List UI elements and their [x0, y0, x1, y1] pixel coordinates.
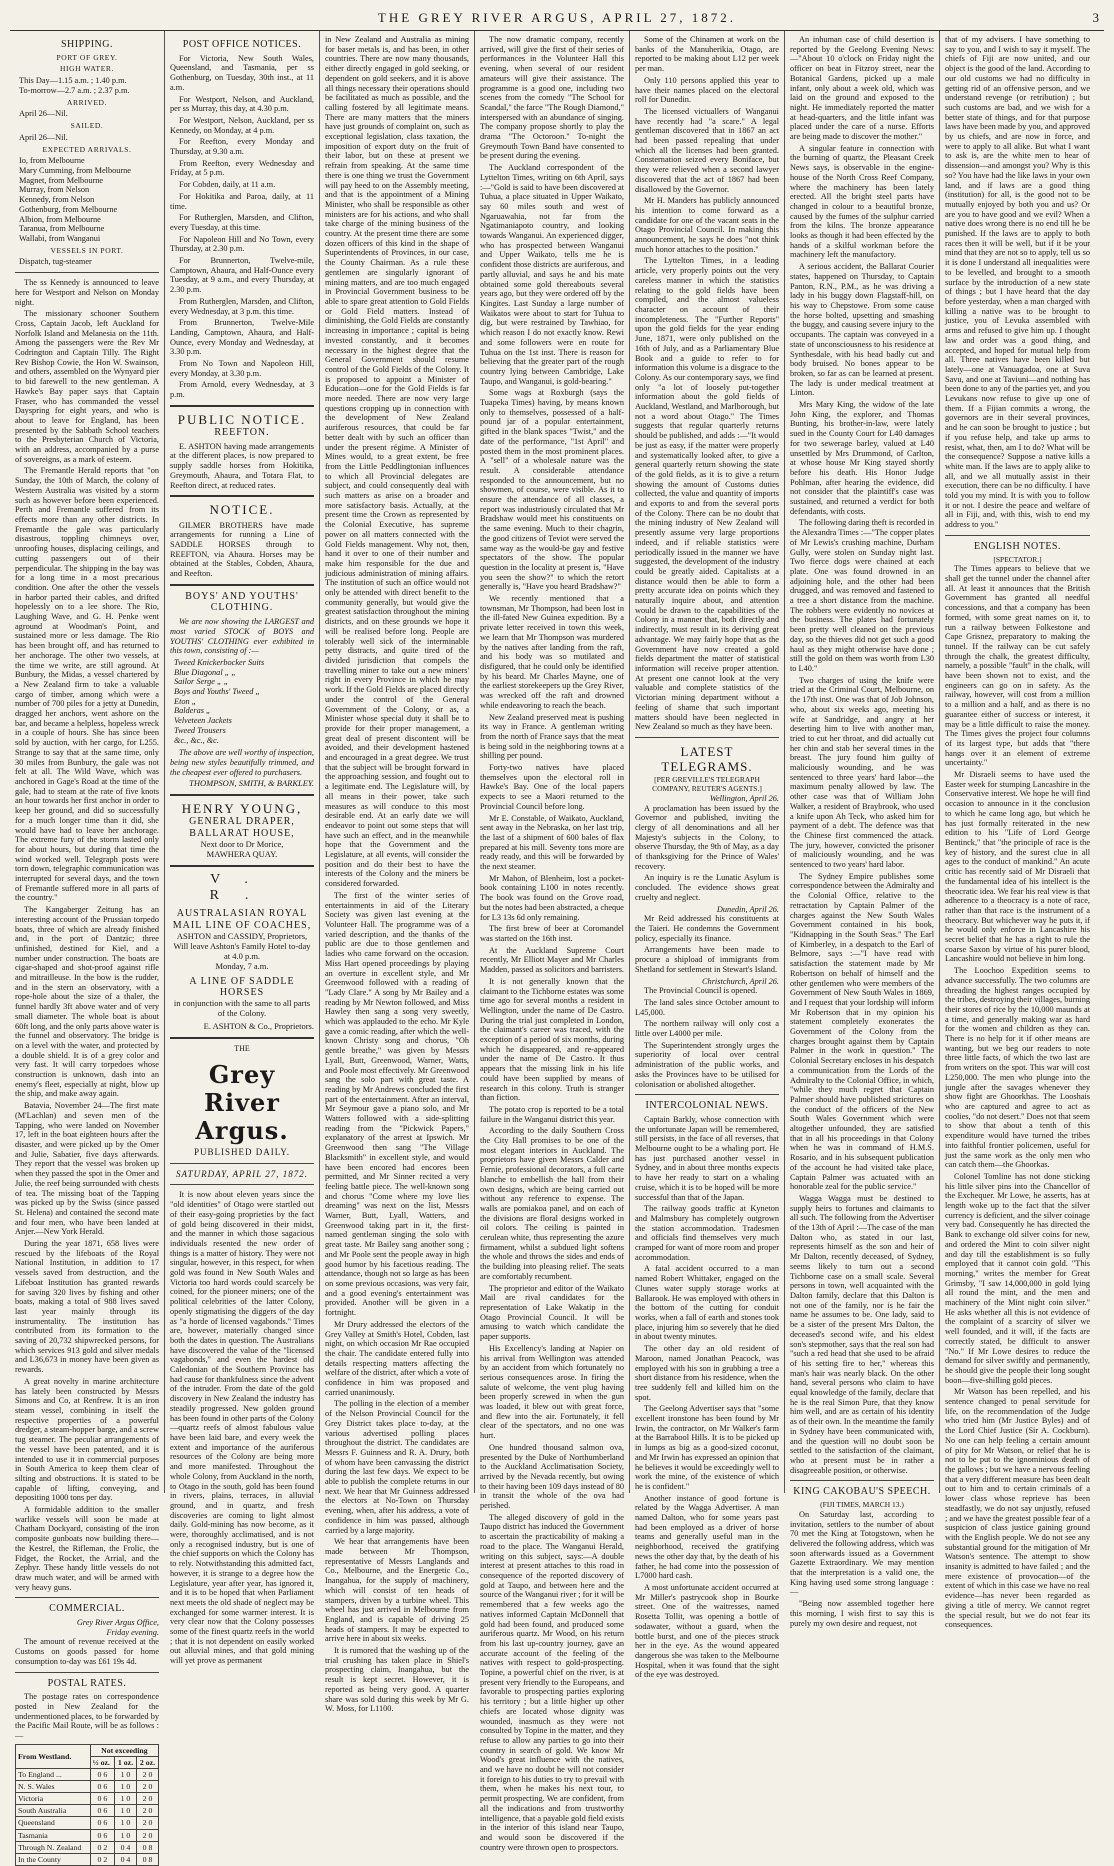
news-paragraph: The first of the winter series of entertainments in aid of the Literary Society was given last evening at the Volunteer Hall. The programme was of a varied description, and the thanks of the public are due to those gentlemen and ladies who came forward on the occasion. Miss Hart opened proceedings by playing an overture in excellent style, and Mr Greenwood followed with a reading of "Lady Clare." A song by Mr Bailey and a reading by Mr Newton followed, and Miss Hawley then sang a song very sweetly, which was applauded to the echo. Mr Kyle gave a comic reading, after which the well-known Christy song and chorus, "Oh gentle breathe," was given by Messrs Lyall, Butt, Greenwood, Warner, Watts, and Poole most effectively. Mr Greenwood sang the solo part with great taste. A reading by Mr Andrews concluded the first part of the entertainment. After an interval, Mr Seymour gave a piano solo, and Mr Watters followed with a side-splitting reading from the "Pickwick Papers," explanatory of the arrest at Ipswich. Mr Greenwood then sang "The Village Blacksmith" in excellent style, and would have been encored had encores been permitted, and Mr Sinner recited a very feeling battle piece. The well-known song and chorus "Come where my love lies dreaming" was next on the list, Messrs Warner, Butt, Lyall, Watters, and Greenwood taking part in it, the first-named gentleman singing the solo with great taste. Mr Bailey sang another song ; and Mr Poole sent the people away in high good humor by his facetious reading. The attendance, though not so large as has been on some previous occasions, was very fair, and a good evening's entertainment was provided. Another will be given in a fortnight. — [325, 890, 469, 1318]
clothing-item: Blue Diagonal „ „ — [174, 667, 236, 677]
clothing-footer: The above are well worthy of inspection, being new styles beautifully trimmed, and the cheapest ever offered to purchasers. — [170, 748, 314, 777]
clothing-item: Tweed Trousers — [174, 725, 226, 735]
postal-table-body — [16, 1768, 159, 1865]
commercial-office: Grey River Argus Office, — [76, 1618, 159, 1628]
divider — [635, 1094, 779, 1095]
news-paragraph: Some of the Chinamen at work on the banks of the Manuherikia, Otago, are reported to be making about L12 per week per man. — [635, 35, 779, 74]
telegrams-heading: LATEST TELEGRAMS. — [661, 743, 753, 775]
news-paragraph: A most unfortunate accident occurred at Mr Miller's pastrycook shop in Bourke street. One of the waitresses, named Rosetta Tollit, was opening a bottle of sodawater, without a guard, when the bottle burst, and one of the pieces struck her in the eye. As the wound appeared dangerous she was taken to the Melbourne Hospital, when it was found that the sight of the eye was destroyed. — [635, 1582, 779, 1680]
table-cell: 0 6 — [90, 1817, 114, 1829]
clothing-item: Boys and Youths' Tweed „ — [174, 687, 261, 697]
telegram-item: The northern railway will only cost a little over L4000 per mile. — [635, 1019, 779, 1039]
table-cell: Through N. Zealand — [16, 1841, 91, 1853]
sailed-heading: SAILED. — [70, 121, 104, 131]
high-water-list — [15, 76, 159, 95]
shipping-paragraph: During the year 1871, 658 lives were rescued by the lifeboats of the Royal National Institution, in addition to 17 vessels saved from destruction, and the Lifeboat Institution has granted rewards for saving 320 lives by fishing and other boats, making a total of 988 lives saved last year mainly through its instrumentality. The institution has contributed from its formation to the saving of 20,732 shipwrecked persons, for which services 913 gold and silver medals and L36,673 in money have been given as rewards. — [15, 1239, 159, 1375]
news-paragraph: A fatal accident occurred to a man named Robert Whittaker, engaged on the Clunes water supply storage works at Ballarook. He was employed with others in the bottom of the cutting for conduit works, when a fall of earth and stones took place, injuring him so severely that he died in about twenty minutes. — [635, 1264, 780, 1342]
column-5 — [630, 31, 785, 1680]
post-office-item: For Westport, Nelson, Auckland, per ss Kennedy, on Monday, at 4 p.m. — [170, 115, 314, 135]
table-cell: 1 0 — [114, 1781, 136, 1793]
expected-heading: EXPECTED ARRIVALS. — [42, 144, 132, 154]
telegrams-credit: [PER GREVILLE'S TELEGRAPH COMPANY, REUTER'S AGENTS.] — [652, 775, 762, 794]
table-cell: N. S. Wales — [16, 1781, 91, 1793]
clothing-item: Tweed Knickerbocker Suits — [174, 657, 265, 667]
clothing-item: Velveteen Jackets — [174, 716, 232, 726]
newspaper-title: Grey River Argus. — [195, 1060, 289, 1146]
news-paragraph: An inhuman case of child desertion is reported by the Geelong Evening News:—"About 10 o'clock on Friday night the officer on beat in Fitzroy street, near the Botanical Gardens, picked up a male infant, only about a week old, which was laid on the ground and exposed to the night. He immediately reported the matter at head-quarters, and the little infant was placed under the care of a nurse. Efforts are being made to discover the mother." — [790, 35, 934, 142]
expected-item: Mary Cumming, from Melbourne — [19, 166, 131, 176]
coach-ad — [170, 908, 314, 1018]
news-paragraph: Mr Drury addressed the electors of the Grey Valley at Smith's Hotel, Cobden, last night, on which occasion Mr Rae occupied the chair. The candidate entered fully into details respecting matters affecting the welfare of the district, after which a vote of confidence in him was proposed and carried unanimously. — [325, 1319, 469, 1397]
table-cell: 0 6 — [90, 1805, 114, 1817]
divider — [170, 405, 314, 407]
post-office-item: For Reefton, every Monday and Thursday, at 9.30 a.m. — [170, 137, 314, 157]
table-cell: Victoria — [16, 1793, 91, 1805]
column-2 — [165, 31, 320, 1666]
table-row — [16, 1768, 159, 1780]
post-office-item: From No Town and Napoleon Hill, every Monday, at 3.30 p.m. — [170, 359, 314, 378]
divider — [170, 865, 314, 867]
shipping-paragraph: The missionary schooner Southern Cross, Captain Jacob, left Auckland for Norfolk Island and Melanesia on the 11th. Among the passengers were the Rev Mr Codrington and Captain Tilly. The Right Rev Bishop Cowie, the Hon W. Swainson, and others, assembled on the Wynyard pier to bid farewell to the new gentleman. A Hawke's Bay paper says that Captain Fraser, who has commanded the vessel Dayspring for eight years, and who is about to leave for England, has been presented by the Sabbath School teachers to the Presbyterian Church of Victoria, with an address, accompanied by a purse of sovereigns, as a mark of esteem. — [15, 309, 159, 464]
royal-crest — [170, 872, 314, 905]
post-office-item: For Napoleon Hill and No Town, every Thursday, at 2.30 p.m. — [170, 234, 314, 254]
table-cell: 0 6 — [90, 1781, 114, 1793]
shipping-paragraph: The Fremantle Herald reports that "on Sunday, the 10th of March, the colony of Western Australia was visited by a storm such as however before been experienced. Perth and Fremantle suffered from its effects more than any other districts. In Fremantle the gale was particularly disastrous, toppling chimneys over, unroofing houses, displacing ceilings, and cutting passengers out of their perpendicular. The shipping in the bay was for a long time in a most precarious condition. One after the other the vessels in harbor parted their cables, and drifted hopelessly on to a lee shore. The Rio, Laughing Wave, and G. H. Penke went aground at Woodman's Point, and sustained more or less damage. The Rio has been brought off, and has returned to her anchorage. The other two vessels, at the time we write, are still aground. At Bunbury, the Midas, a vessel chartered by a New Zealand firm to take a valuable cargo of timber, among which were a number of 700 piles for a jetty at Dunedin, dragged her anchors, went ashore on the bar, and became a helpless, hopeless wreck in a couple of hours. She has since been sold by auction, with her cargo, for L255. Strange to say that at the same time, only 30 miles from Bunbury, the gale was not felt at all. The Wild Wave, which was anchored in Gage's Road at the time of the gale, had to steam at the rate of five knots an hour towards her first anchor in order to keep her ground, and did so successfully for a much longer time than it did, she would have had to leave her anchorage. The extreme fury of the storm lasted only for about hours, but during that time the wind worked well. Telegraph posts were torn down, telegraphic communication was interrupted for several days, and the town of Fremantle suffered more in all parts of the country." — [15, 466, 159, 903]
table-cell: Tasmania — [16, 1829, 91, 1841]
table-cell: 2 0 — [136, 1768, 158, 1780]
column-7 — [940, 31, 1095, 1630]
table-row — [16, 1805, 159, 1817]
clothing-item: &c., &c., &c. — [174, 735, 219, 745]
news-paragraph: Colonel Tomline has not done sticking his little silver pins into the Chancellor of the Exchequer. Mr Lowe, he asserts, has at length woke up to the fact that the silver currency is deficient, and the silver coinage very bad. Consequently he has directed the Bank to exchange old silver coins for new, and ordered the Mint to coin silver night and day till the establishment is so fully employed that it cannot coin gold. "This morning," writes the member for Great Grimsby, "I saw 14,000,000 in gold lying all round the mint, and the men and machinery of the Mint night coin silver." He asks whether all this is not evidence of the complaint of a scarcity of silver we well founded, and it will, if the facts are correctly stated, be difficult to answer "No." If Mr Lowe desires to reduce the demand for silver swiftly and permanently, he should give the people their long sought boon—five-shilling gold pieces. — [945, 1171, 1090, 1385]
newspaper-subtitle: PUBLISHED DAILY. — [194, 1147, 290, 1158]
news-paragraph: On Saturday last, according to invitation, settlers to the number of about 70 met the King at Totogstown, when he delivered the following address, which was soon afterwards issued as a Government Gazette Extraordinary. We may mention that the interpretation is a valid one, the King having used some strong language :— — [790, 1509, 934, 1597]
expected-item: Taranua, from Melbourne — [19, 224, 105, 234]
post-office-list — [170, 54, 314, 400]
dateline: Dunedin, April 26. — [716, 904, 779, 914]
news-paragraph: The other day an old resident of Maroon, named Jonathan Peacock, was employed with his son in grubbing a tree a short distance from his residence, when the tree suddenly fell and killed him on the spot. — [635, 1344, 779, 1402]
table-cell: 0 4 — [114, 1841, 136, 1853]
news-paragraph: A singular feature in connection with the burning of quartz, the Pleasant Creek News says, is observable in the engine-house of the North Cross Reef Company, where the machinery has been lately erected. All the bright steel parts have changed in colour to a beautiful bronze, caused by the fumes of the sulphur carried from the kilns. The bronze appearance looks as though it had been effected by the hands of a skilful workman before the machinery left the manufactory. — [790, 143, 934, 260]
news-paragraph: The potato crop is reported to be a total failure in the Wanganui district this year. — [480, 1104, 624, 1124]
post-office-item: For Hokitika and Paroa, daily, at 11 time. — [170, 191, 314, 211]
table-header: Not exceeding — [90, 1744, 158, 1756]
telegram-item: A proclamation has been issued by the Governor and published, inviting the clergy of all denominations and all her Majesty's subjects in the Colony, to observe Thursday, the 9th of May, as a day of thanksgiving for the Prince of Wales' recovery. — [635, 803, 779, 871]
coach-day: Monday, 7 a.m. — [215, 960, 269, 971]
news-paragraph: Some wags at Roxburgh (says the Tuapeka Times) having, by means known only to themselves, possessed of a half-pound jar of a popular entertainment, gifted in the blank spaces "Twist," and the date of the performance, "1st April" and posted them in the most prominent places. A "sell" of a wholesale nature was the result. A considerable attendance responded to the announcement, but no showmen, of course, were visible. As it to ensure the attendance of all classes, a report was industriously circulated that Mr Bradshaw would meet his constituents on the same evening. Much to their chagrin, the good citizens of Teviot were served the same way as the would-be gay and festive spectators of the show. The popular question in the locality at present is, "Have you seen the show?" to which the retort generally is, "Have you heard Bradshaw?" — [480, 388, 624, 592]
telegram-item: Mr Reid addressed his constituents at the Taieri. He condemns the Government policy, especially its finance. — [635, 914, 779, 943]
commercial-text: The amount of revenue received at the Customs on goods passed for home consumption to-day was £61 19s 4d. — [15, 1637, 159, 1666]
table-cell: 2 0 — [136, 1817, 158, 1829]
paper-the: THE — [234, 1043, 250, 1053]
divider — [945, 535, 1090, 536]
news-paragraph: The now dramatic company, recently arrived, will give the first of their series of performances in the Volunteer Hall this evening, when several of our resident amateurs will give their assistance. The programme is a good one, including two scenes from the comedy "The School for Scandal," the farce "The Rough Diamond," interspersed with an abundance of singing. The company propose shortly to play the drama "The Octoroon." To-night the Greymouth Town Band have consented to be present during the evening. — [480, 35, 624, 161]
news-paragraph: The Loochoo Expedition seems to advance successfully. The two columns are threading the highest ranges occupied by the tribes, destroying their villages, burning their stores of rice by the 10,000 maunds at a time, and generally making war as hard for the women and children as they can. There is no help for it if other means are wanting, but we beg our readers to note three little facts, of which the two last are from writers on the spot. This war will cost L250,000. The men who plunge into the jungle after the savages whenever they show fight are Ghoorkhas. The Looshais who are captured and agree to act as coolies, "do not desert." Does not that seem to show that about a tenth of this expenditure would have turned the tribes into faithful frontier policemen, useful for just the same work as the only men who can catch them—the Ghoorkas. — [945, 966, 1090, 1170]
coach-heading: AUSTRALASIAN ROYAL MAIL LINE OF COACHES, — [172, 908, 312, 932]
coach-text: Will leave Ashton's Family Hotel to-day at 4.0 p.m. — [173, 940, 311, 961]
news-paragraph: Only 110 persons applied this year to have their names placed on the electoral roll for Dunedin. — [635, 75, 779, 105]
divider — [15, 272, 159, 273]
commercial-date: Friday evening. — [106, 1627, 159, 1637]
public-notice-ad — [170, 412, 314, 439]
news-paragraph: The Auckland correspondent of the Lyttelton Times, writing on 6th April, says :—"Gold is said to have been discovered at Tuhua, a place situated in Upper Waikato, say 60 miles south and west of Ngaruawahia, not far from the Ngatimaniapoto country, and looking towards Wanganui. An experienced digger, who has prospected between Wanganui and Upper Waikato, tells me he is confident those districts are auriferous, and partly alluvial, and says he and his mate obtained some gold thereabouts several years ago, but they were ordered off by the Kingites. Last Sunday a large number of Waikatos were about to start for Tuhua to dig, but were restrained by Tawhiao, for which reason I do not exactly know. Rewi and some followers were en route for Tuhua on the 1st inst. There is reason for believing that the greater part of the rough country lying between Cambridge, Lake Taupo, and Wanganui, is gold-bearing." — [480, 163, 624, 386]
public-notice-place: REEFTON. — [214, 427, 270, 439]
editorial-paragraph: It is now about eleven years since the "old identities" of Otago were startled out of their easy-going proprieties by the fact of gold being discovered in their midst, and the manner in which those sagacious individuals resented the new order of things is a matter of history. They were not singular, however, in this respect, for when gold was found in New South Wales and Victoria too hard words could scarcely be coined, for the pioneer miners; one of the political celebrities of the latter Colony, openly stigmatising the diggers of the day as "a horde of licensed vagabonds." Times are, however, materially changed since both the dates in question. The Australians have discovered the value of the "licensed vagabonds," and even the hardest old Caledonian of the Southern Province has had cause for thankfulness since the advent of the intruder. From the date of the gold discovery in New Zealand the industry has steadily progressed. New golden ground has been found in other parts of the Colony—quartz reefs of almost fabulous value have been laid bare, and every week the extent and importance of the auriferous resources of the Colony are being more and more manifested. Throughout the whole Colony, from Auckland in the north, to Otago in the south, gold has been found in rivers, plains, terraces, in alluvial ground, and in quartz, and fresh discoveries are coming to light almost daily. Gold-mining has now become, as it were, thoroughly acclimatised, and is not only a recognised industry, but is one of the chief supports on which the Colony has to rely. Notwithstanding this admitted fact, however, it is strange to a degree how the Legislature, year after year, has ignored it, and it is to be hoped that when Parliament next meets the old shade of neglect may be exchanged for some warmer interest. It is very clear now that the Colony possesses some of the finest quartz reefs in the world ; that it is not dependent on easily worked out alluvial mines, and that gold mining will yet prove as permanent — [170, 1190, 314, 1666]
expected-item: Kennedy, from Nelson — [19, 195, 95, 205]
table-cell: 0 2 — [90, 1853, 114, 1865]
expected-item: Gothenburg, from Melbourne — [19, 204, 118, 214]
column-4 — [475, 31, 630, 1852]
clothing-item: Sailor Serge „ „ — [174, 677, 229, 687]
public-notice-text: E. ASHTON having made arrangements at the different places, is now prepared to supply saddle horses from Hokitika, Greymouth, Ahaura, and Totara Flat, to Reefton direct, at reduced rates. — [170, 441, 314, 490]
news-paragraph: At the Auckland Supreme Court recently, Mr Elliott Mayer and Mr Charles Madden, passed as solicitors and barristers. — [480, 945, 625, 975]
news-paragraph: New Zealand preserved meat is pushing its way in France. A gentleman writing from the north of France says that the meat is being sold in the neighboring towns at a shilling per pound. — [480, 712, 624, 761]
shipping-paragraph: Batavia, November 24—The first mate (M'Lachlan) and seven men of the Tapping, who were landed on November 17, left in the boat eighteen hours after the disaster, and were picked up by the Omer and Julie, Sabatier, five days afterwards. They report that the vessel was broken up when they passed the spot in the Omer and Julie, the reef being surrounded with chests of tea. The missing boat of the Tapping was picked up by the Swiss (since passed St. Helena) and contained the second mate and four men, who have been landed at Anjer.—New York Herald. — [15, 1101, 160, 1237]
clothing-signature: THOMPSON, SMITH, & BARKLEY. — [189, 778, 314, 789]
king-speech-heading: KING CAKOBAU'S SPEECH. — [793, 1486, 931, 1498]
news-paragraph: "Being now assembled together here this morning, I wish first to say this is purely my own desire and request, not — [790, 1599, 934, 1628]
table-cell: 0 2 — [90, 1841, 114, 1853]
table-cell: 0 8 — [136, 1853, 158, 1865]
english-notes-heading: ENGLISH NOTES. — [974, 540, 1061, 552]
saddle-heading: A LINE OF SADDLE HORSES — [189, 975, 295, 999]
table-row — [16, 1829, 159, 1841]
table-cell: 2 0 — [136, 1793, 158, 1805]
arrived-heading: ARRIVED. — [66, 97, 107, 107]
news-paragraph: Forty-two natives have placed themselves upon the electoral roll in Hawke's Bay. One of the local papers expects to see a Maori returned to the Provincial Council before long. — [480, 763, 624, 811]
clothing-item: Balderas „ — [174, 706, 211, 716]
king-speech-credit: (FIJI TIMES, MARCH 13.) — [820, 1500, 904, 1510]
expected-item: Magnet, from Melbourne — [19, 175, 104, 185]
in-port-heading: VESSELS IN PORT. — [50, 245, 124, 255]
divider — [170, 1163, 314, 1164]
columns — [10, 31, 1104, 1864]
table-cell: 2 0 — [136, 1805, 158, 1817]
postal-text: The postage rates on correspondence posted in New Zealand for the undermentioned places, to be forwarded by the Pacific Mail Route, will be as follows :— — [15, 1692, 159, 1741]
notice-text: GILMER BROTHERS have made arrangements for running a Line of SADDLE HORSES through to REEFTON, via Ahaura. Horses may be obtained at the Stables, Cobden, Ahaura, and Reefton. — [170, 520, 314, 579]
news-paragraph: We recently mentioned that a townsman, Mr Thompson, had been lost in the ill-fated New Guinea expedition. By a private letter received in town this week, we learn that Mr Thompson was murdered by the natives after landing from the raft, and his body was so mutilated and disfigured, that he could only be identified by his beard. Mr Charles Mayne, one of the earliest storekeepers up the Grey River, was wrecked off the raft and drowned while endeavoring to reach the beach. — [480, 594, 624, 710]
news-paragraph: that of my advisers. I have something to say to you, and I wish to say it myself. The chiefs of Fiji are now united, and our object is the good of the land. According to our old customs we had no difficulty in getting rid of an offensive person, and we understand revenge (or retribution) ; but such customs are bad, and we wish for a better state of things, and for that purpose laws have been made by you, and approved by us chiefs, and are now in force, and were to apply to all alike. But what I want to ask is, are the white men to hear of dissension—and amongst you? Why is this so? You have had the like laws in your own land, and if laws are a good thing (institution) for all, is the good not to be mutually enjoyed by both you and us? Or are you to have good and we evil? When a native does wrong there is no end till he be punished. If the laws are to apply to both races then it will be well, but if it be your mind that they are not so to apply, tell us so it is done I understand all inequalities were to be levelled, and brought to a smooth surface by the introduction of a new state of things ; but I have heard that the day before yesterday, when a man charged with killing a native was to be brought to justice, you of Levuka assembled with arms and refused to give him up. I thought law and order was a good thing, and accepted, and hoped for mutual help from all. Three natives have been killed but lately—one at Vanuagadoa, one at Suva Savu, and one at Taviuni—and nothing has been done to any of the parties yet, and you Levukans now refuse to give up one of them. If a Fijian commits a wrong, the governors are in their several provinces, and he can soon be brought to justice ; but if you refuse help, and take up arms to resist, what, then, am I to do? What will be the consequence? Suppose a native kills a white man. If the laws are to apply alike to all, and we all mutually assist in their execution, there can be no difficulty. I have told you my mind. It is with you to follow it or not. I desire the peace and welfare of all in Fiji, and, with this, wish to end my address to you." — [945, 35, 1090, 530]
shipping-paragraph: The Kangaberger Zeitung has an interesting account of the Prussian torpedo boats, three of which are already finished and, in the port of Dantzic; three unfinished, destined for Kiel, and a number under construction. The boats are cigar-shaped and shot-proof against rifle and mitrailleuse. In the bow is the rudder, and in the stern an observatory, with a rope-hole about the size of a thaler, the funnel hardly 3ft above water and of very small diameter. The whole boat is about 60ft long, and the only parts above water is the funnel and observatory. The bridge is on a level with the water, and protected by a double shield. It is of a grey color and very fast. It will carry torpedoes whose construction is unknown, dash into an enemy's fleet, especially at night, blow up the ship, and make away again. — [15, 905, 159, 1099]
table-cell: 1 0 — [114, 1829, 136, 1841]
table-cell: To England ... — [16, 1768, 91, 1780]
divider — [170, 1184, 314, 1185]
post-office-item: From Reefton, every Wednesday and Friday, at 5 p.m. — [170, 158, 314, 178]
divider — [15, 1672, 159, 1673]
high-water-heading: HIGH WATER. — [60, 64, 114, 74]
arrived-line: April 26—Nil. — [19, 109, 68, 119]
postal-heading: POSTAL RATES. — [47, 1677, 127, 1689]
clothing-item: Eton „ — [174, 696, 197, 706]
news-paragraph: It is rumored that the washing up of the trial crushing has taken place in Shiel's prospecting claim, Inangahua, but the result is kept secret. However, it is reported as being very good. A quarter share was sold during this week by Mr G. W. Moss, for L1100. — [325, 1646, 469, 1714]
shipping-heading: SHIPPING. — [60, 39, 113, 50]
high-water-line: This Day—1.15 a.m. ; 1.40 p.m. — [19, 76, 127, 86]
table-row — [16, 1817, 159, 1829]
public-notice-heading: PUBLIC NOTICE. — [177, 411, 307, 427]
news-paragraph: The Times appears to believe that we shall get the tunnel under the channel after all. At least it announces that the British Government has granted all needful concessions, and that a company has been formed, with some great names on it, to run a railway between Folkestone and Cape Grisnez, preparatory to making the tunnel. If the railway can be cut safely through the chalk, the greatest difficulty, namely, a possible "fault" in the chalk, will have been shown not to exist, and the engineers can go on in safety. As the railway, however, will cost from a million to a million and a half, and as there is no guarantee either of success or interest, it may be a little difficult to raise the money. The Times gives the project four columns of its largest type, but adds that "there hangs over it an element of extreme uncertainty." — [945, 564, 1090, 768]
news-paragraph: It is not generally known that the claimant to the Tichborne estates was some time ago for several months a resident in Wellington, under the name of De Castro. During the trial just completed in London, the claimant's career was traced, with the exception of a period of six months, during which he disappeared, and re-appeared under the name of De Castro. It thus appears that the missing link in his life could have been supplied by means of research in this colony. Truth is stranger than fiction. — [480, 976, 624, 1103]
news-paragraph: The first brew of beer at Coromandel was started on the 16th inst. — [480, 924, 624, 943]
postal-rates-table — [15, 1744, 159, 1866]
table-cell: 1 0 — [114, 1817, 136, 1829]
table-cell: 1 0 — [114, 1805, 136, 1817]
news-paragraph: Wagga Wagga must be destined to supply heirs to fortunes and claimants to all such. The following from the Advertiser of the 13th of April :—The case of the man Dalton who, as stated in our last, represents himself as the son and heir of Mr Dalton, recently deceased, of Sydney, seems likely to turn out a second Tichborne case on a small scale. Several persons in town, well acquainted with the Dalton family, declare that this Dalton is not one of the family, nor is he fair the name he assumes to be. One lady, said to be a sister of the present Mrs Dalton, the deceased's second wife, and his eldest son's stepmother, says that the real son had "such a red head that she used to be afraid of his setting fire to her," whereas this man's hair was nearly black. On the other hand, several persons who claim to have equal knowledge of the family, declare that he is the real Simon Pure, that they know him well, and are as certain of his identity as of their own. In the meantime the family in Sydney have been communicated with, and the question will no doubt soon be settled to the satisfaction of the claimant, who at present must be in rather a disagreeable position, or otherwise. — [790, 1193, 934, 1475]
commercial-heading: COMMERCIAL. — [49, 1603, 125, 1615]
table-cell: 0 8 — [136, 1841, 158, 1853]
notice-ad — [170, 502, 314, 517]
table-cell: 1 0 — [114, 1793, 136, 1805]
news-paragraph: His Excellency's landing at Napier on his arrival from Wellington was attended by an accident from which fortunately no serious consequences arose. In firing the salute of welcome, the vent plug having been properly screwed in when the gun was loaded, it blew out with great force, and flew into the air. Fortunately, it fell clear of the spectators, and no one was hurt. — [480, 1343, 624, 1441]
table-cell: 2 0 — [136, 1781, 158, 1793]
table-cell: Queensland — [16, 1817, 91, 1829]
divider — [635, 737, 779, 738]
column-3 — [320, 31, 475, 1714]
post-office-item: From Rutherglen, Marsden, and Clifton, every Wednesday, at 3 p.m. this time. — [170, 296, 314, 316]
table-cell: In the County — [16, 1853, 91, 1865]
clothing-text: We are now showing the LARGEST and most varied STOCK of BOYS and YOUTHS' CLOTHING ever exhibited in this town, consisting of :— — [170, 617, 314, 656]
sailed-line: April 26—Nil. — [19, 132, 68, 142]
news-paragraph: Captain Barkly, whose connection with the unfortunate Japan will be remembered, still persists, in the face of all reverses, that Melbourne ought to be a whaling port. He has just purchased another vessel in Sydney, and in about three months expects to have her ready to start on a whaling cruise, which it is to be hoped will be more successful than that of the Japan. — [635, 1114, 779, 1202]
draper-ad — [170, 801, 314, 859]
news-paragraph: The proprietor and editor of the Waikato Mail are rival candidates for the representation of Lake Wakatip in the Otago Provincial Council. It will be amusing to watch which candidate the paper supports. — [480, 1283, 624, 1342]
arrived-list — [15, 109, 159, 119]
masthead-title: THE GREY RIVER ARGUS, APRIL 27, 1872. — [377, 10, 737, 25]
news-paragraph: Mrs Mary King, the widow of the late John King, the explorer, and Thomas Bunting, his brother-in-law, were lately sued in the County Court for L40 damages for two sewerage barley, valued at L40 unsettled by Mrs Drummond, of Carlton, at whose house Mr King stayed shortly before his death. His Honor Judge Pohlman, after hearing the evidence, did not consider that the plaintiff's case was sustained, and returned a verdict for both defendants, with costs. — [790, 400, 934, 516]
draper-address: Next door to Dr Morice, — [200, 838, 284, 849]
telegram-item: Arrangements have been made to procure a shipload of immigrants from Shetland for settlement in Stewart's Island. — [635, 945, 779, 974]
news-paragraph: The polling in the election of a member of the Nelson Provincial Council for the Grey District takes place to-day, at the various advertised polling places throughout the district. The candidates are Messrs F. Guinness and R. A. Drury, both of whom have been canvassing the district during the last few days. We expect to be able to publish the complete returns in our next. We hear that Mr Guinness addressed the electors at No-Town on Thursday evening, when, after his address, a vote of confidence in him was passed, although carried by a large majority. — [325, 1399, 469, 1535]
post-office-item: From Brunnerton, Twelve-Mile Landing, Camptown, Ahaura, and Half-Ounce, every Monday and Wednesday, at 3.30 p.m. — [170, 318, 314, 357]
table-row — [16, 1841, 159, 1853]
news-paragraph: Two charges of using the knife were tried at the Criminal Court, Melbourne, on the 17th inst. One was that of Job Johnson, who, about six weeks ago, meeting his wife at Sandridge, and angry at her deserting him to live with another man, tried to cut her throat, and did actually cut her chin and stab her several times in the breast. The jury found him guilty of maliciously wounding, and he was sentenced to three years' hard labor—the maximum penalty allowed by law. The other case was that of William John Walker, a resident of Braybrook, who used a knife upon Ah Teck, who asked him for payment of a debt. The defence was that the Chinese first commenced the attack. The jury, however, convicted the prisoner of maliciously wounding, and he was sentenced to two years' hard labor. — [790, 675, 934, 870]
shipping-paragraph: A formidable addition to the smaller warlike vessels will soon be made at Chatham Dockyard, consisting of the iron composite gunboats now building there—the Kestrel, the Rifleman, the Frolic, the Fidget, the Rocket, the Arrial, and the Zephyr. These handy little vessels do not draw much water, and will be armed with very heavy guns. — [15, 1505, 159, 1592]
post-office-item: For Victoria, New South Wales, Queensland, and Tasmania, per ss Gothenburg, on Tuesday, 30th inst., at 11 a.m. — [170, 53, 314, 92]
telegram-item: The Superintendent strongly urges the superiority of local over central administration of the public works, and asks the Provinces have to be utilised for colonisation or abolished altogether. — [635, 1040, 779, 1089]
saddle-signature: E. ASHTON & Co., Proprietors. — [203, 1020, 314, 1031]
dateline: Christchurch, April 26. — [702, 976, 779, 986]
telegram-item: The land sales since October amount to L45,000. — [635, 997, 779, 1017]
newspaper-date: SATURDAY, APRIL 27, 1872. — [175, 1168, 308, 1179]
shipping-paragraph: A great novelty in marine architecture has lately been constructed by Messrs Simons and Co, at Renfrew. It is an iron steam vessel, combining in itself the respective properties of a powerful dredger, a steam-hopper barge, and a screw tug steamer. The peculiar arrangements of the vessel have been patented, and it is intended to use it in commercial purposes in South America to keep them clear of silting and obstructions. It is stated to be capable of lifting, conveying, and depositing 1000 tons per day. — [15, 1376, 159, 1503]
table-cell: 0 6 — [90, 1793, 114, 1805]
clothing-heading: BOYS' AND YOUTHS' CLOTHING. — [185, 590, 299, 614]
table-cell: 0 6 — [90, 1829, 114, 1841]
english-notes-credit: [SPECTATOR.] — [993, 554, 1042, 564]
news-paragraph: The licensed victuallers of Wanganui have recently had "a scare." A legal gentleman discovered that in 1867 an act had been passed repealing that under which all the licenses had been granted. Consternation seized every Boniface, but they were relieved when a second lawyer discovered that the act of 1867 had been disallowed by the Governor. — [635, 106, 779, 194]
news-paragraph: Mr H. Manders has publicly announced his intention to come forward as a candidate for one of the vacant seats in the Otago Provincial Council. In making this announcement, he says he does "not think much honor attaches to the position." — [635, 196, 779, 254]
news-paragraph: The following daring theft is recorded in the Alexandra Times :—"The copper plates of Mr Lewis's crushing machine, Durham Gully, were stolen on Sunday night last. Two fierce dogs were chained at each plate. One was found drowned in an adjoining hole, and the other had been drugged, and was removed and fastened to a tree a short distance from the machine. The robbers were evidently no novices at the business. The plates had fortunately been pretty well cleaned on the previous day, so the thieves did not get such a good haul as they might otherwise have done ; still the gold on them was worth from L30 to L40." — [790, 518, 935, 673]
table-header: ½ oz. — [90, 1756, 114, 1768]
post-office-heading: POST OFFICE NOTICES. — [182, 39, 302, 50]
post-office-item: For Cobden, daily, at 11 a.m. — [179, 180, 276, 190]
column-6 — [785, 31, 940, 1628]
page-masthead — [10, 6, 1104, 31]
expected-list — [15, 156, 159, 243]
divider — [170, 584, 314, 586]
telegram-item: The Provincial Council is opened. — [644, 986, 758, 996]
table-header: 2 oz. — [136, 1756, 158, 1768]
news-paragraph: The Lyttelton Times, in a leading article, very properly points out the very careless manner in which the statistics relating to the gold fields have been compiled, and the almost valueless character on account of their incompleteness. The "Further Reports" upon the gold fields for the year ending June, 1871, were only published on the 16th of July, and as a Parliamentary Blue Book and a guide to refer to for information this volume is a disgrace to the Colony. As our contemporary says, we find only "a lot of loosely put-together information about the gold fields of Auckland, Westland, and Marlborough, but not a word about Otago." The Times suggests that regular quarterly returns should be published, and adds :—"It would be just as easy, if the matter were properly and systematically looked after, to give a general quarterly return showing the state of the gold fields, as it is to give a return showing the amount of Customs duties collected, the value and quantity of imports and exports to and from the several ports of the Colony. There can be no doubt that the mining industry of New Zealand will presently assume very large proportions indeed, and if reliable statistics were periodically issued in the manner we have suggested, the development of the industry could be greatly aided. Capitalists at a distance would then be able to form a pretty accurate idea on points which they naturally inquire about, and attention would be drawn to the capabilities of the Colony in a manner that, both directly and indirectly, must result in its deriving great advantage. We may fairly hope that as the Government have now created a gold fields department the matter of statistical information will receive proper attention. At present one cannot look at the very valuable and complete statistics of the Victorian mining department without a feeling of shame that such important matters should have been neglected in New Zealand so much as they have been. — [635, 256, 780, 732]
expected-item: Murray, from Nelson — [19, 185, 90, 195]
table-row — [16, 1781, 159, 1793]
editorial-paragraph: in New Zealand and Australia as mining for baser metals is, and has been, in other countries. There are now many thousands, either directly engaged in gold seeking, or dependent on gold seekers, and it is above all things necessary their operations should be facilitated as much as possible, and the calling fostered by all legitimate means. There are many matters that the miners have just grounds of complaint on, such as exceptional legislation, class taxation, the imposition of export duty on the fruit of their labor, but on these at present we refrain from speaking. At the same time there is one thing we trust the Government will pay heed to on the Assembly meeting, and that is the appointment of a Mining Minister, who shall be responsible as other ministers are for his actions, and who shall take charge of the mining business of the country. At the present time there are some dozen officers of this kind in the shape of Superintendents of Provinces, in our case, the County Chairman. As a rule these gentlemen are singularly ignorant of mining matters, and are too much engaged in Provincial Government business to be able to spare great attention to Gold Fields or Gold Field matters. Instead of diminishing, the Gold Fields are constantly increasing in importance ; capital is being invested constantly, and it becomes necessary in the highest degree that the General Government should resume control of the Gold Fields of the Colony. It is proposed to appoint a Minister of Education—one for the Gold Fields is far more needed. There are now very large questions cropping up in connection with the development of New Zealand auriferous resources, that could be far better dealt with by such an officer than under the present régime. A Minister of Mines would, to a great extent, be free from the Little Peddlingtonian influences to which all Provincial delegates are subject, and could consequently deal with such matters as arise on a broader and more satisfactory basis. Actually, at the present time the Crown as represented by the Colonial Executive, has supreme power on all matters connected with the Gold Fields management. Why not, then, hand it over to one of their number and make him responsible for the due and judicious administration of mining affairs. The institution of such an office would not only be attended with direct benefit to the community generally, but would give the greatest satisfaction throughout the mining districts, and on these grounds we hope it will be realised before long. People are tolerably well sick of the interminable petty distracts, and quite tired of the divided jurisdiction that compels the travelling miner to take out a new miners' right in every Province in which he may work. If the Gold Fields are placed directly under the control of the General Government of the Colony, or as, a Minister whose special duty it shall be to provide for their proper management, a great deal of present discontent will be avoided, and their development hastened and encouraged in a great degree. We trust that the subject will be brought forward in the approaching session, and fought out to a legitimate end. The Legislature will, by all means in their power, take such measures as will conduce to this most desirable end. At an early date we will endeavor to point out some steps that will have such an effect, and in the meanwhile hope that the Government and the Legislature, at all events, will consider the position and do their best to have the interests of the Colony and the miners be considered forwarded. — [325, 35, 469, 889]
expected-item: Albion, from Melbourne — [19, 214, 101, 224]
page-number: 3 — [1092, 10, 1100, 25]
draper-house: BALLARAT HOUSE, — [189, 828, 295, 840]
post-office-item: For Westport, Nelson, and Auckland, per ss Murray, this day, at 4.30 p.m. — [170, 94, 314, 114]
draper-name: HENRY YOUNG, — [181, 801, 303, 817]
telegram-item: An inquiry is re the Lunatic Asylum is concluded. The evidence shows great cruelty and neglect. — [635, 873, 779, 902]
table-row — [16, 1793, 159, 1805]
dateline: Wellington, April 26. — [709, 793, 779, 803]
news-paragraph: The Sydney Empire publishes some correspondence between the Admiralty and the Colonial Office, relative to the retractation by Captain Palmer of the charges against the New South Wales Government contained in his book, "Kidnapping in the South Seas." The Earl of Kimberley, in a despatch to the Earl of Belmore, says :—"I have read with satisfaction the statement made by Mr Robertson on behalf of himself and the other gentlemen who were members of the Government of New South Wales in 1869, and I request that your lordship will inform Mr Robertson that in my opinion his statement completely exonerates the Government of the Colony from the charges brought against them by Captain Palmer in the work in question." The Colonial Secretary encloses in his despatch a communication from the Lords of the Admiralty to the Colonial Office, in which, "while they much regret that Captain Palmer should have published strictures on the conduct of the officers of the New South Wales Government which were altogether unfounded, they are satisfied that in all his proceedings in that Colony when he was in command of H.M.S. Rosario, and in his subsequent publication of the account he had visited take place, Captain Palmer was actuated with an honorable zeal for the public service." — [790, 871, 934, 1192]
shipping-paragraph: The ss Kennedy is announced to leave here for Westport and Nelson on Monday night. — [15, 278, 159, 307]
news-paragraph: Another instance of good fortune is related by the Wagga Advertiser. A man named Dalton, who for some years past had been employed as a driver of horse teams and generally useful man in the neighborhood, received the gratifying news the other day that, by the death of his father, he had come into the possession of L7000 hard cash. — [635, 1493, 779, 1581]
column-1 — [10, 31, 165, 1864]
clothing-ad — [170, 591, 314, 614]
news-paragraph: Mr Disraeli seems to have used the Easter week for stumping Lancashire in the Conservative interest. We hope he will find occasion to announce in it the conclusion to which he came long ago, but which he has just formally reiterated in the new edition to his "Life of Lord George Bentinck," that "the principle of race is the key of history, and the surest clue in all ages to the conduct of mankind." An acute critic has recently said of Mr Disraeli that the fundamental idea of his intellect is the theocratic idea. We fear his real view is that adherence to a theocracy is a note of race, rather than that race is the instrument of a theocracy. But whichever way he puts it, if he would only enforce in Lancashire his secret belief that he has a right to rule the coarse Saxon by virtue of his purer blood, Lancashire would not believe in him long. — [945, 770, 1091, 964]
news-paragraph: The alleged discovery of gold in the Taupo district has induced the Government to ascertain the practicability of making a road to the place. The Wanganui Herald, writing on this subject, says:—A double interest at present attaches to this road in consequence of the reported discovery of gold at Taupo, and between here and the source of the Wanganui river ; for it will be remembered that a few weeks ago the natives informed Captain McDonnell that gold had been found, and produced some auriferous quartz. Mr Wood, on his return from his last up-country journey, gave an accurate account of the feeling of the natives with respect to gold-prospecting. Topine, a powerful chief on the river, is at present very friendly to the Europeans, and favorable to prospecting parties exploring his territory ; but a little higher up other chiefs are located whose dignity was wounded, inasmuch as they were not consulted by Topine in the matter, and they refuse to allow any parties to go into their country in search of gold. We know Mr Wood's great influence with the natives, and we have no doubt he will not consider it foreign to his duties to try to prevail with them, when he makes his next tour, to permit prospecting. We are confident, from all the indications and from trustworthy intelligence, that a payable gold field exists in the interior of this island near Taupo, and would soon be discovered if the country were thrown open to prospectors. — [480, 1512, 624, 1852]
royal-cipher: V. R. — [209, 871, 275, 904]
saddle-text: in conjunction with the same to all parts of the Colony. — [173, 997, 311, 1018]
table-row — [16, 1853, 159, 1865]
post-office-item: For Brunnerton, Twelve-mile, Camptown, Ahaura, and Half-Ounce every Tuesday, at 9 a.m., and every Thursday, at 2.30 p.m. — [170, 256, 314, 295]
news-paragraph: The Geelong Advertiser says that "some excellent ironstone has been found by Mr Irwin, the contractor, on Mr Walker's farm at the Barrabool Hills. It is to be picked up in lumps as big as a good-sized coconut, and Mr Irwin has expressed an opinion that he believes it would be exceedingly well to work the mine, of the existence of which he is confident." — [635, 1404, 780, 1491]
table-header: 1 oz. — [114, 1756, 136, 1768]
draper-trade: GENERAL DRAPER, — [189, 816, 295, 828]
divider — [790, 1480, 934, 1481]
news-paragraph: We hear that arrangements have been made between Mr Thompson, representative of Messrs Langlands and Co., Melbourne, and the Energetic Co., Inangahua, for the supply of machinery, which will consist of ten heads of stampers, driven by a turbine wheel. This wheel has just arrived in Melbourne from England, and is capable of driving 25 heads of stampers. It may be expected to arrive here in about six weeks. — [325, 1537, 469, 1644]
sailed-list — [15, 133, 159, 143]
news-paragraph: One hundred thousand salmon ova, presented by the Duke of Northumberland to the Auckland Acclimatisation Society, arrived by the Nevada recently, but owing to their having been 109 days instead of 80 in transit the whole of the ova had perished. — [480, 1442, 624, 1511]
news-paragraph: Mr Mahon, of Blenheim, lost a pocket-book containing L100 in notes recently. The book was found on the Grove road, but the notes had been abstracted, a cheque for L3 13s 6d only remaining. — [480, 873, 624, 922]
coach-proprietors: ASHTON and CASSIDY, Proprietors, — [176, 930, 308, 941]
high-water-line: To-morrow—2.7 a.m. ; 2.37 p.m. — [19, 85, 130, 95]
expected-item: Wallabi, from Wanganui — [19, 233, 101, 243]
intercolonial-heading: INTERCOLONIAL NEWS. — [645, 1100, 769, 1112]
table-cell: 0 6 — [90, 1768, 114, 1780]
expected-item: Io, from Melbourne — [19, 156, 85, 166]
news-paragraph: The railway goods traffic at Kyneton and Malmsbury has completely outgrown the station accommodation. Tradesmen and officials find themselves very much cramped for want of more room and proper accommodation. — [635, 1204, 779, 1262]
notice-heading: NOTICE. — [209, 502, 275, 518]
divider — [170, 1037, 314, 1039]
in-port-list — [15, 257, 159, 267]
table-header: From Westland. — [16, 1744, 91, 1768]
divider — [170, 495, 314, 497]
news-paragraph: A serious accident, the Ballarat Courier states, happened on Thursday, to Captain Panton, R.N., P.M., as he was driving a lady in his buggy down Flagstaff-hill, on his way to Chepstowe. From some cause the horse bolted, upsetting and smashing the buggy, and causing severe injury to the occupants. The captain was conveyed in a state of unconsciousness to his residence at Synthesdale, with his head badly cut and body bruised. No bones appear to be broken, so far as can be learned at present. The lady is under medical treatment at Linton. — [790, 262, 934, 398]
clothing-list — [170, 658, 314, 745]
news-paragraph: Mr E. Constable, of Waikato, Auckland, sent away in the Nebraska, on her last trip, the last of a shipment of 600 bales of flax prepared at his mill. Seventy tons more are ready ready, and this will be forwarded by the next steamer. — [480, 813, 624, 872]
in-port-line: Dispatch, tug-steamer — [19, 257, 92, 267]
table-cell: 1 0 — [114, 1768, 136, 1780]
news-paragraph: Mr Watson has been repelled, and his sentence changed to penal servitude for life, on the recommendation of the Judge who tried him (Mr Justice Byles) and of the Lord Chief Justice (Sir A. Cockburn). No one can help feeling a certain amount of pity for Mr Watson, or relief that he is not to be put to the ignominious death of the gallows ; but we have a nervous feeling that a very different measure has been dealt out to him and to certain criminals of a lower class whose reprieve has been steadfastly, we do not say unjustly, refused ; and we have the greatest possible fear of a suspicion of class justice gaining ground with the English people. We do not see any substantial ground for the mitigation of Mr Watson's sentence. The attempt to show insanity is admitted to have failed ; and the mere existence of provocation—of the extent of which in this case we have no real evidence—has never been regarded as giving a title of mercy. We cannot regret the special result, but we do not fear its consequences. — [945, 1387, 1090, 1630]
draper-address: MAWHERA QUAY. — [206, 848, 278, 859]
divider — [15, 1597, 159, 1598]
table-cell: South Australia — [16, 1805, 91, 1817]
post-office-item: For Rutherglen, Marsden, and Clifton, every Tuesday, at this time. — [170, 213, 314, 232]
divider — [170, 794, 314, 796]
table-cell: 0 4 — [114, 1853, 136, 1865]
table-cell: 2 0 — [136, 1829, 158, 1841]
post-office-item: From Arnold, every Wednesday, at 3 p.m. — [170, 380, 314, 400]
news-paragraph: According to the daily Southern Cross the City Hall promises to be one of the most elegant interiors in Auckland. The proprietors have given Messrs Calder and Fernie, professional decorators, a full carte blanche to embellish the hall from their own designs, which are being carried out without any reference to expense. The walls are pomiakoa panel, and on each of the divisions are floral designs worked in oil colors. The ceiling is painted in cerulean white, thus representing the azure firmament, whilst a subdued light softens the whole and throws the sides and ends of the building into pleasing relief. The seats are comfortably recumbent. — [480, 1126, 624, 1281]
port-heading: PORT OF GREY. — [56, 52, 118, 62]
